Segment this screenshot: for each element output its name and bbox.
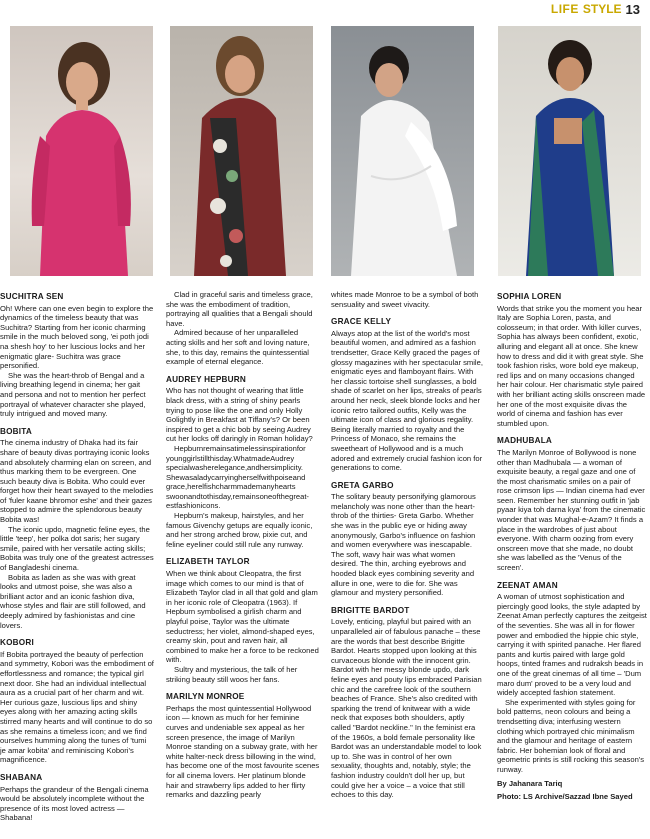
article-column-3	[331, 290, 483, 800]
paragraph: The solitary beauty personifying glamorous melancholy was none other than the heart-throb of the thirties- Greta Garbo. Whether she was in the public eye or hiding away anonymously, Garbo's influence on fashion and women everywhere was inescapable. The soft, wavy hair was what women desired. The thin, arching eyebrows and hooded black eyes combining severity and allure in one, were to die for. She was glamour and mystery personified.	[331, 492, 476, 598]
heading-bobita: BOBITA	[0, 426, 32, 436]
author-byline: By Jahanara Tariq	[497, 778, 563, 788]
heading-marilyn-monroe: MARILYN MONROE	[166, 692, 245, 702]
article-column-2	[166, 290, 320, 800]
paragraph: The Marilyn Monroe of Bollywood is none other than Madhubala — a woman of exquisite beauty, a regal gaze and one of the most charismatic smiles on a pair of rose crimson lips — Indian cinema had ever seen. Remember her stunning outfit in 'jab pyaar kiya toh darna kya' from the cinematic wonder that was Mughal-e-Azam? It finds a place in the wardrobes of just about everyone. With charm oozing from every onscreen move that she made, no doubt she was labelled as the 'Venus of the screen'.	[497, 447, 646, 573]
paragraph: Hepburnremainsatimelessinspirationfor younggirlstillthisday.WhatmadeAudrey specialwasherelegance,andhersimplicity. Shewasaladycarryingherselfwithpoiseand grace,herelfishcharmmademanyhearts swoonandtothisday,remainsoneofthegreat-estfashionicons.	[166, 443, 309, 511]
paragraph: Bobita as laden as she was with great looks and utmost poise, she was also a brilliant actor and an iconic fashion diva, whose styles and flair are still followed, and deeply admired by fashionistas and cine lovers.	[0, 572, 146, 630]
fashion-photo-3	[331, 26, 474, 276]
paragraph: Lovely, enticing, playful but paired with an unparalleled air of fabulous panache – these are the words that best describe Brigitte Bardot. Hearts stopped upon looking at this curvaceous blonde with the innocent grin. Bardot with her messy blonde updo, dark feline eyes and pouty lips embraced Parisian chic and the carefree look of the southern beaches of France. She's also credited with sparking the trend of knitwear with a wide neck that exposes both shoulders, aptly called "Bardot neckline." In the feminist era of the 1960s, a bold female personality like Bardot was an understandable model to look up to. She was in control of her own sexuality, thoughts and, notably, style; the fashion industry couldn't doll her up, but could give her a voice – a voice that still echoes to this day.	[331, 617, 482, 800]
article-column-4	[497, 290, 647, 802]
heading-shabana: SHABANA	[0, 772, 43, 782]
paragraph: A woman of utmost sophistication and piercingly good looks, the style adapted by Zeenat Aman perfectly captures the zeitgeist of the seventies. She was all in for flower power and embodied the hippie chic style, carrying it with spirited panache. Her flared pants and kurtis paired with large gold hoops, tinted frames and rudraksh beads in one of the great cinemas of all time – 'Dum maro dum' proved to be a very loud and widely accepted fashion statement.	[497, 592, 647, 698]
section-life: LIFE	[550, 2, 579, 16]
heading-elizabeth-taylor: ELIZABETH TAYLOR	[166, 557, 250, 567]
paragraph: Clad in graceful saris and timeless grace, she was the embodiment of tradition, portraying all qualities that a Bengali should have.	[166, 290, 313, 328]
heading-brigitte-bardot: BRIGITTE BARDOT	[331, 605, 410, 615]
heading-zeenat-aman: ZEENAT AMAN	[497, 580, 558, 590]
paragraph: Admired because of her unparalleled acting skills and her soft and loving nature, she, to this day, remains the quintessential example of eternal elegance.	[166, 328, 310, 367]
paragraph: Hepburn's makeup, hairstyles, and her famous Givenchy getups are equally iconic, and her strong arched brow, pixie cut, and feline eyeliner could still rule any runway.	[166, 511, 313, 549]
paragraph: If Bobita portrayed the beauty of perfection and symmetry, Kobori was the embodiment of effortlessness and romance; the typical girl next door. She had an individual intellectual aura as a crucial part of her charm and wit. Her curious gaze, luscious lips and shiny eyes along with her amazing acting skills stirred many hearts and will continue to do so as she remains a timeless icon; and we find ourselves humming along the tunes of 'tumi je amar kobita' and reminiscing Kobori's magnificence.	[0, 649, 154, 765]
photo-credit: Photo: LS Archive/Sazzad Ibne Sayed	[497, 792, 633, 802]
paragraph: The iconic updo, magnetic feline eyes, the little 'teep', her polka dot saris; her sugary smile, paired with her versatile acting skills; Bobita was truly one of the greatest actresses of Bangladeshi cinema.	[0, 524, 154, 573]
paragraph: Oh! Where can one even begin to explore the dynamics of the timeless beauty that was Suchitra? Starting from her iconic charming smile in the much beloved song, 'ei poth jodi na shesh hoy' to her luscious locks and her enigmatic glare- Suchitra was grace personified.	[0, 303, 154, 371]
heading-audrey-hepburn: AUDREY HEPBURN	[166, 374, 246, 384]
paragraph: Words that strike you the moment you hear Italy are Sophia Loren, pasta, and colosseum; in that order. With killer curves, Sophia has always been confident, exotic, alluring and elegant all at once. She knew how to dress and did it with great style. She took fashion risks, wore bold eye makeup, red lips and on many occasions changed her hair colour. Her charismatic style paired with her brilliant acting skills onscreen made her one of the most exquisite divas the world of cinema and fashion has ever stumbled upon.	[497, 303, 646, 428]
paragraph: Sultry and mysterious, the talk of her striking beauty still woos her fans.	[166, 664, 298, 684]
page-header	[551, 0, 640, 18]
heading-suchitra-sen: SUCHITRA SEN	[0, 292, 64, 301]
paragraph: Who has not thought of wearing that little black dress, with a string of shiny pearls trying to pose like the one and only Holly Golightly in Breakfast at Tiffany's? Or been inspired to get a chic bob by seeing Audrey cut her locks off daringly in Roman holiday?	[166, 386, 313, 444]
heading-kobori: KOBORI	[0, 638, 34, 648]
paragraph: whites made Monroe to be a symbol of both sensuality and sweet vivacity.	[331, 290, 479, 309]
page-number: 13	[625, 1, 640, 17]
paragraph: Perhaps the grandeur of the Bengali cinema would be absolutely incomplete without the presence of its most loved actress —Shabana!	[0, 784, 149, 823]
paragraph: She was the heart-throb of Bengal and a living breathing legend in cinema; her gait and persona and not to mention her perfect portrayal of whatever character she played, truly intrigued and moved many.	[0, 370, 146, 419]
paragraph: Perhaps the most quintessential Hollywood icon — known as much for her feminine curves and undeniable sex appeal as her screen presence, the image of Marilyn Monroe standing on a subway grate, with her white halter-neck dress billowing in the wind, has become one of the most favourite scenes for all cinema lovers. Her platinum blonde hair and strawberry lips added to her flirty remarks and dazzling pearly	[166, 703, 320, 800]
article-column-1	[0, 290, 154, 823]
paragraph: Always atop at the list of the world's most beautiful women, and admired as a fashion trendsetter, Grace Kelly graced the pages of glossy magazines with her spectacular smile, enigmatic eyes and flamboyant flairs. With her classic tortoise shell sunglasses, a bold shade of scarlet on her lips, streaks of pearls around her neck, sleek blonde locks and her iconic retro tailored outfits, Kelly was the ultimate icon of class and glorious regality. Being literally married to royalty and the Princess of Monaco, she remains the sweetheart of Hollywood and is a much adored and extremely crucial fashion icon for generations to come.	[331, 328, 483, 473]
fashion-photo-1	[10, 26, 153, 276]
heading-sophia-loren: SOPHIA LOREN	[497, 292, 562, 301]
section-style: STYLE	[582, 2, 622, 16]
fashion-photo-4	[498, 26, 641, 276]
photo-strip	[10, 26, 650, 276]
heading-grace-kelly: GRACE KELLY	[331, 317, 392, 327]
fashion-photo-2	[170, 26, 313, 276]
heading-greta-garbo: GRETA GARBO	[331, 480, 394, 490]
heading-madhubala: MADHUBALA	[497, 436, 553, 446]
paragraph: The cinema industry of Dhaka had its fair share of beauty divas portraying iconic looks and absolutely charming elan on screen, and thus marking them to be evergreen. One such beauty diva is Bobita. Who could ever forget how their heart swayed to the melodies of 'fuler kaane bhromor eshe' and their gazes stopped to admire the splendorous beauty Bobita was!	[0, 438, 154, 525]
paragraph: When we think about Cleopatra, the first image which comes to our mind is that of Elizabeth Taylor clad in all that gold and glam in her iconic role of Cleopatra (1963). If Hepburn symbolised a girlish charm and playful poise, Taylor was the ultimate seductress; her violet, almond-shaped eyes, creamy skin, pout and raven hair, all combined to make her a force to be reckoned with.	[166, 569, 319, 665]
paragraph: She experimented with styles going for bold patterns, neon colours and being a trendsetting diva; interfusing western clothing which portrayed chic minimalism and the glamour and heritage of eastern fabric. Her bohemian look of floral and geometric prints is still rocking this season's runway.	[497, 697, 645, 774]
